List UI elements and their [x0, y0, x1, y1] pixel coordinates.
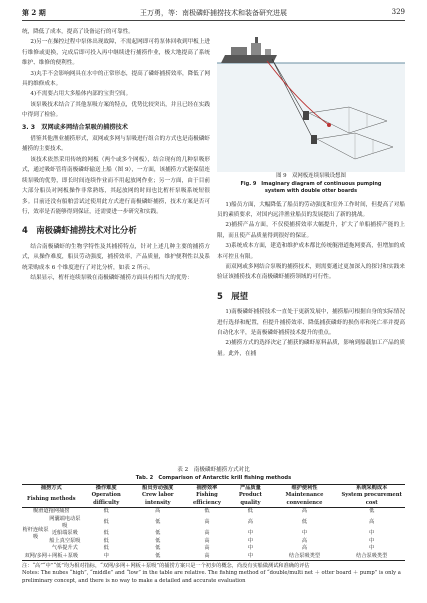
column-header-en: Product quality	[230, 492, 270, 507]
table-row	[22, 553, 405, 561]
table-cell: 网囊端电动泵吸	[49, 515, 81, 530]
figure-caption	[217, 173, 405, 196]
table-caption	[22, 466, 405, 482]
table-cell: 低	[103, 530, 109, 537]
table-row	[22, 530, 405, 537]
table-cell: 高	[204, 537, 210, 544]
table-cell: 双网/多网＋网板＋泵吸	[22, 553, 81, 561]
table-cell: 高	[204, 519, 210, 526]
paragraph: 该技术依然采用传统的网板（两个或多个网板），结合现有的几种泵吸形式，通过吸虾管将南极磷虾输送上船（图 9），一方面，该捕捞方式能保留连续泵吸的优势，即长时间连续作业而不用起放网作业；另一方面，由于目前大部分船员对网板操作非常熟练，其起放网的时间也比桁杆泵吸系统短很多。目前还没有船舶尝试过使用此方式进行南极磷虾捕捞，技术方案是否可行，效率是否能够得到保证，还需要进一步研究和实践。	[22, 156, 210, 215]
table-cell: 高	[369, 519, 375, 526]
table-caption-cn: 表 2 南极磷虾捕捞方式对比	[177, 467, 250, 473]
table-cell: 低	[155, 519, 161, 526]
table-cell: 低	[155, 545, 161, 552]
table-row	[22, 508, 405, 516]
table-cell: 艉滑道拖网捕捞	[33, 508, 70, 515]
table-cell: 高	[155, 508, 161, 515]
figure-9	[217, 27, 405, 172]
paragraph: 3)系统成本方面，建造和维护成本都比传统艉滑道拖网要高，但增加的成本可控且有限。	[217, 243, 405, 260]
paragraph: 1)南极磷虾捕捞技术一直处于更新发展中，捕捞船可根据自身的实际情况进行选择和配置，但提升捕捞效率、降低捕获磷虾的损伤率和死亡率并提高自动化水平，是南极磷虾捕捞技术提升的重点。	[217, 309, 405, 336]
table-cell: 中	[247, 537, 253, 544]
paragraph: 结果显示，桁杆连续泵吸在南极磷虾捕捞方面具有相当大的优势：	[30, 274, 193, 281]
left-column	[22, 27, 210, 283]
table-cell: 高	[204, 545, 210, 552]
table-cell: 低	[204, 508, 210, 515]
figure-caption-en: Fig. 9 Imaginary diagram of continuous pumping	[240, 180, 382, 187]
paragraph: 借鉴其他渔业捕捞形式，双网或多网与泵吸进行组合的方式也是南极磷虾捕捞的主要技术。	[22, 136, 210, 153]
table-cell: 低	[103, 519, 109, 526]
table-cell: 中	[301, 530, 308, 537]
paragraph: 1)船员方面，大幅降低了船员的劳动强度和室外工作时间，但提高了对船员的素质要求，对国内远洋渔业船员的发展提出了新的挑战。	[217, 201, 405, 218]
paragraph: 2)捕捞方式的选择决定了捕获的磷虾原料品质，影响到船载加工产品的质量。此外，在捕	[217, 340, 405, 357]
table-cell: 中	[369, 530, 375, 537]
paragraph: 3)丸手不会影响网具在水中的正常形态，提高了磷虾捕捞效率，降低了网具的维修成本。	[22, 70, 210, 88]
table-cell: 低	[103, 537, 109, 544]
table-2	[22, 466, 405, 585]
issue-number: 第 2 期	[22, 8, 46, 17]
paragraph: 统，降低了成本，提高了设备运行的可靠性。	[22, 29, 134, 35]
paragraph: 2)另一在操控过程中泵体出现故障，不需起网即可将泵体回收到甲板上进行维修或更换，完成后即可投入再中继续进行捕捞作业，极大地提高了系统维护、维修的便利性。	[22, 39, 210, 67]
table-cell: 气举提升式	[51, 545, 78, 552]
otter-board-icon	[303, 111, 309, 120]
table-caption-en: Tab. 2 Comparison of Antarctic krill fishing methods	[135, 475, 292, 481]
paragraph: 该泵吸技术结合了其他泵吸方案的特点，优势比较突出，并且已经在实践中得到了检验。	[22, 101, 210, 119]
table-cell: 高	[301, 508, 308, 515]
table-cell: 高	[184, 553, 231, 561]
table-cell: 高	[247, 519, 253, 526]
column-header: 捕捞方式	[22, 485, 81, 493]
column-header-en: System procurement cost	[338, 492, 405, 507]
section-heading-5: 5 展望	[217, 290, 248, 301]
table-row	[22, 538, 405, 545]
table-note-cn: 注：“高”“中”“低”均为相对指标，“双网/多网＋网板＋泵吸”的捕捞方案只是一个初步的概念，尚没有实船做测试和准确的评估	[22, 563, 310, 570]
right-column	[217, 27, 405, 359]
table-note-en: Notes: The nubes “high”, “middle” and “low” in the table are relative. The fishing method of “double/multi net ＋ otter board ＋ pump” is only a preliminary concept, and there is no way to make a detailed and accurate evaluation	[22, 570, 401, 584]
column-header-en: Crew labor intensity	[132, 492, 184, 507]
column-header: 船员劳动强度	[132, 485, 184, 493]
paragraph: 2)捕捞产品方面，不仅使捕捞效率大幅提升，扩大了单船捕捞产能的上限，而且使产品质量得到很好的保证。	[217, 222, 405, 239]
table-cell: 中	[247, 530, 253, 537]
column-header-en: Fishing methods	[22, 492, 81, 507]
running-title: 王万勇，等：南极磷虾捕捞技术和装备研究进展	[140, 9, 287, 17]
page-number: 329	[391, 8, 405, 16]
table-cell: 中	[369, 537, 375, 544]
table-cell: 低	[369, 508, 375, 515]
table-cell: 低	[155, 537, 161, 544]
table-group-cell: 桁杆连续泵吸	[22, 526, 49, 541]
pump-icon	[327, 123, 331, 127]
table-cell: 低	[103, 545, 109, 552]
table-cell: 中	[369, 545, 375, 552]
table-cell: 中	[230, 553, 270, 561]
column-header: 维护便利性	[271, 485, 339, 493]
table-cell: 中	[81, 553, 132, 561]
column-header: 操作难度	[81, 485, 132, 493]
table-note	[22, 563, 405, 585]
column-header: 系统采购成本	[338, 485, 405, 493]
section-heading-4: 4 南极磷虾捕捞技术对比分析	[22, 225, 137, 236]
column-header: 捕捞效率	[184, 485, 231, 493]
table-cell: 低	[132, 553, 184, 561]
header-rule	[22, 20, 405, 21]
paragraph: 4)不需要占用大多船体内部的宝贵空间。	[30, 91, 132, 98]
figure-caption-en: system with double otter boards	[264, 188, 358, 194]
paragraph: 结合南极磷虾的生物学特性及其捕捞特点，针对上述几种主要的捕捞方式，从操作难度，船员劳动强度，捕捞效率，产品质量，维护便利性以及系统采购成本 6 个维度进行了对比分析，如表 2 所示。	[22, 243, 210, 271]
table-cell: 高	[301, 545, 308, 552]
pumping-system-illustration	[217, 27, 405, 172]
table-cell: 近船端泵吸	[51, 530, 78, 537]
comparison-table	[22, 484, 405, 561]
column-header-en: Operation difficulty	[81, 492, 132, 507]
table-cell: 低	[301, 519, 308, 526]
ship-icon	[221, 37, 277, 63]
table-cell: 高	[301, 537, 308, 544]
column-header: 产品质量	[230, 485, 270, 493]
table-cell: 船上真空泵吸	[49, 537, 81, 544]
paragraph: 而双网或多网结合泵吸的捕捞技术，则需要通过更加深入的探讨和实践来验证该捕捞技术在南极磷虾捕捞领域的可行性。	[217, 263, 405, 281]
page-header	[22, 8, 405, 20]
column-header-en: Fishing efficiency	[184, 492, 231, 507]
column-header-en: Maintenance convenience	[271, 492, 339, 507]
table-cell: 结合泵吸类型	[338, 553, 405, 561]
table-cell: 低	[103, 508, 109, 515]
table-row	[22, 516, 405, 531]
table-cell: 低	[155, 530, 161, 537]
table-cell: 结合泵吸类型	[271, 553, 339, 561]
table-cell: 高	[204, 530, 210, 537]
figure-caption-cn: 图 9 双网板连续泵吸设想图	[276, 173, 346, 179]
table-row	[22, 545, 405, 552]
table-cell: 低	[247, 508, 253, 515]
table-cell: 中	[247, 545, 253, 552]
section-heading-3-3: 3. 3 双网或多网结合泵吸的捕捞技术	[22, 123, 128, 131]
otter-board-icon	[311, 135, 317, 144]
